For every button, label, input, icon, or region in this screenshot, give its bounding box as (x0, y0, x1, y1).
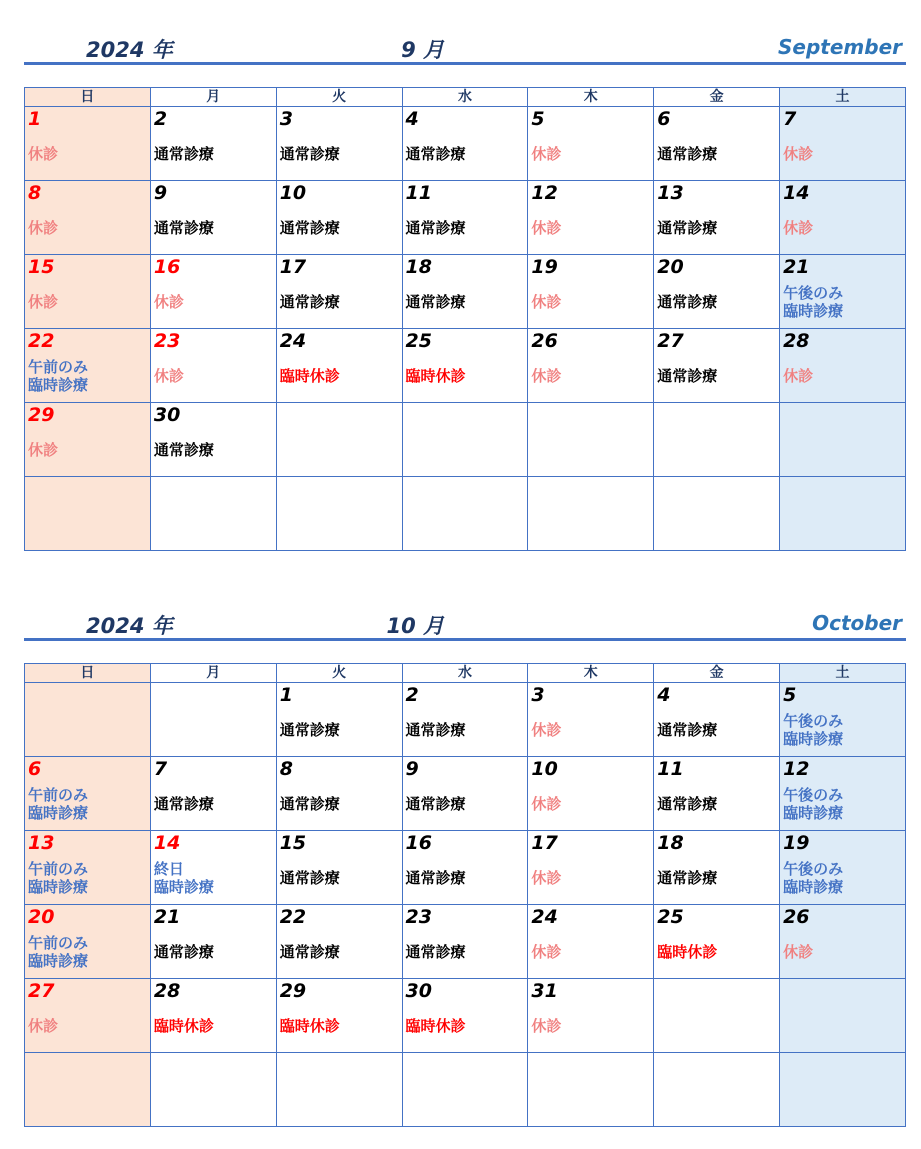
week-row (25, 905, 906, 979)
clinic-status: 休診 (153, 367, 184, 385)
weekday-header: 土 (780, 664, 906, 683)
clinic-status: 臨時休診 (405, 367, 466, 385)
day-number: 23 (405, 906, 432, 928)
day-number: 29 (279, 980, 307, 1002)
day-cell (654, 683, 780, 757)
weekday-header-row (25, 88, 906, 107)
weekday-header: 金 (654, 664, 780, 683)
day-cell (25, 683, 151, 757)
day-cell (150, 255, 276, 329)
day-number: 11 (657, 758, 684, 780)
day-cell (528, 905, 654, 979)
day-cell (402, 831, 528, 905)
clinic-status: 通常診療 (279, 145, 340, 163)
day-number: 27 (657, 330, 684, 352)
month-label: 10 月 (386, 614, 444, 638)
day-number: 18 (657, 832, 684, 854)
clinic-status: 午前のみ 臨時診療 (28, 358, 89, 394)
clinic-status: 通常診療 (153, 795, 214, 813)
clinic-status: 午前のみ 臨時診療 (28, 860, 89, 896)
day-cell (25, 403, 151, 477)
day-cell (25, 477, 151, 551)
day-number: 15 (28, 256, 55, 278)
clinic-status: 休診 (783, 367, 814, 385)
day-cell (276, 181, 402, 255)
day-cell (276, 979, 402, 1053)
clinic-status: 通常診療 (657, 869, 718, 887)
week-row (25, 757, 906, 831)
week-row (25, 107, 906, 181)
clinic-status: 休診 (531, 795, 562, 813)
clinic-status: 休診 (531, 869, 562, 887)
day-number: 21 (153, 906, 181, 928)
day-number: 23 (153, 330, 181, 352)
day-number: 31 (531, 980, 558, 1002)
day-cell (654, 329, 780, 403)
day-number: 18 (405, 256, 432, 278)
clinic-status: 通常診療 (153, 219, 214, 237)
day-cell (780, 979, 906, 1053)
week-row (25, 255, 906, 329)
day-number: 17 (531, 832, 558, 854)
clinic-status: 休診 (28, 219, 59, 237)
weekday-header: 土 (780, 88, 906, 107)
day-cell (780, 831, 906, 905)
day-cell (528, 477, 654, 551)
week-row (25, 329, 906, 403)
month-label: 9 月 (401, 38, 444, 62)
day-number: 2 (153, 108, 168, 130)
day-number: 28 (153, 980, 181, 1002)
clinic-status: 通常診療 (405, 145, 466, 163)
day-cell (654, 403, 780, 477)
day-cell (150, 181, 276, 255)
day-cell (402, 905, 528, 979)
clinic-status: 通常診療 (405, 293, 466, 311)
week-row (25, 477, 906, 551)
day-number: 30 (153, 404, 181, 426)
day-number: 10 (531, 758, 558, 780)
clinic-status: 休診 (531, 145, 562, 163)
day-cell (150, 979, 276, 1053)
day-number: 19 (531, 256, 558, 278)
day-number: 13 (28, 832, 55, 854)
clinic-status: 通常診療 (657, 721, 718, 739)
clinic-status: 通常診療 (279, 795, 340, 813)
weekday-header: 金 (654, 88, 780, 107)
day-cell (528, 831, 654, 905)
day-cell (528, 757, 654, 831)
weekday-header: 水 (402, 664, 528, 683)
day-cell (402, 757, 528, 831)
week-row (25, 683, 906, 757)
day-number: 5 (783, 684, 797, 706)
day-cell (25, 905, 151, 979)
clinic-status: 通常診療 (405, 869, 466, 887)
day-cell (150, 329, 276, 403)
calendar-header (24, 32, 906, 65)
day-number: 24 (531, 906, 558, 928)
day-number: 6 (28, 758, 42, 780)
day-number: 27 (28, 980, 55, 1002)
clinic-status: 通常診療 (405, 721, 466, 739)
day-number: 5 (531, 108, 545, 130)
day-number: 1 (279, 684, 293, 706)
clinic-status: 通常診療 (279, 943, 340, 961)
day-number: 14 (783, 182, 810, 204)
calendar-september (24, 32, 906, 459)
day-cell (276, 477, 402, 551)
day-cell (402, 477, 528, 551)
day-number: 12 (531, 182, 558, 204)
day-cell (276, 1053, 402, 1127)
day-cell (780, 905, 906, 979)
calendar-october (24, 608, 906, 1035)
day-number: 6 (657, 108, 671, 130)
clinic-status: 臨時休診 (279, 1017, 340, 1035)
day-number: 15 (279, 832, 307, 854)
clinic-status: 通常診療 (279, 869, 340, 887)
day-cell (528, 107, 654, 181)
weekday-header: 火 (276, 88, 402, 107)
day-cell (780, 107, 906, 181)
day-number: 21 (783, 256, 810, 278)
day-number: 1 (28, 108, 42, 130)
day-cell (528, 1053, 654, 1127)
week-row (25, 181, 906, 255)
day-cell (780, 403, 906, 477)
day-cell (528, 403, 654, 477)
clinic-status: 通常診療 (657, 293, 718, 311)
day-number: 19 (783, 832, 810, 854)
weekday-header: 木 (528, 664, 654, 683)
day-number: 22 (279, 906, 307, 928)
clinic-status: 終日 臨時診療 (153, 860, 214, 896)
day-cell (150, 403, 276, 477)
day-cell (654, 1053, 780, 1127)
day-cell (654, 831, 780, 905)
day-cell (528, 181, 654, 255)
day-number: 22 (28, 330, 55, 352)
day-cell (276, 683, 402, 757)
day-cell (402, 255, 528, 329)
clinic-status: 臨時休診 (405, 1017, 466, 1035)
day-number: 8 (279, 758, 293, 780)
day-cell (402, 683, 528, 757)
calendar-grid (24, 663, 906, 1127)
clinic-status: 休診 (531, 293, 562, 311)
clinic-status: 休診 (783, 943, 814, 961)
day-number: 20 (657, 256, 684, 278)
day-number: 4 (405, 108, 419, 130)
day-cell (780, 757, 906, 831)
clinic-status: 通常診療 (405, 219, 466, 237)
day-number: 7 (153, 758, 168, 780)
day-cell (25, 979, 151, 1053)
clinic-status: 午後のみ 臨時診療 (783, 786, 844, 822)
day-cell (780, 683, 906, 757)
day-cell (276, 107, 402, 181)
month-english-label: October (812, 611, 902, 635)
month-english-label: September (778, 35, 902, 59)
day-number: 28 (783, 330, 810, 352)
day-cell (25, 757, 151, 831)
clinic-status: 通常診療 (153, 145, 214, 163)
day-number: 3 (531, 684, 545, 706)
weekday-header: 日 (25, 88, 151, 107)
clinic-status: 通常診療 (657, 795, 718, 813)
clinic-status: 午前のみ 臨時診療 (28, 934, 89, 970)
day-cell (528, 255, 654, 329)
day-number: 12 (783, 758, 810, 780)
clinic-status: 休診 (783, 219, 814, 237)
day-number: 4 (657, 684, 671, 706)
calendar-header (24, 608, 906, 641)
day-cell (654, 757, 780, 831)
day-cell (402, 329, 528, 403)
day-cell (276, 905, 402, 979)
clinic-status: 休診 (153, 293, 184, 311)
day-number: 7 (783, 108, 797, 130)
day-number: 20 (28, 906, 55, 928)
day-cell (780, 329, 906, 403)
day-number: 25 (657, 906, 684, 928)
day-number: 26 (783, 906, 810, 928)
clinic-status: 休診 (531, 219, 562, 237)
day-number: 29 (28, 404, 55, 426)
day-cell (780, 477, 906, 551)
day-number: 25 (405, 330, 432, 352)
weekday-header: 日 (25, 664, 151, 683)
day-number: 16 (405, 832, 432, 854)
day-cell (276, 329, 402, 403)
day-cell (150, 757, 276, 831)
clinic-status: 休診 (783, 145, 814, 163)
day-cell (528, 329, 654, 403)
clinic-status: 通常診療 (279, 293, 340, 311)
weekday-header: 木 (528, 88, 654, 107)
clinic-status: 休診 (531, 367, 562, 385)
clinic-status: 休診 (28, 1017, 59, 1035)
clinic-status: 午後のみ 臨時診療 (783, 860, 844, 896)
day-cell (25, 255, 151, 329)
day-cell (25, 831, 151, 905)
day-cell (25, 1053, 151, 1127)
week-row (25, 979, 906, 1053)
day-cell (276, 831, 402, 905)
clinic-status: 通常診療 (153, 943, 214, 961)
clinic-status: 通常診療 (153, 441, 214, 459)
day-cell (150, 1053, 276, 1127)
day-cell (654, 181, 780, 255)
day-cell (150, 905, 276, 979)
day-cell (528, 683, 654, 757)
day-number: 14 (153, 832, 181, 854)
calendar-grid (24, 87, 906, 551)
day-number: 11 (405, 182, 432, 204)
week-row (25, 403, 906, 477)
weekday-header: 水 (402, 88, 528, 107)
day-number: 9 (405, 758, 419, 780)
clinic-status: 休診 (531, 1017, 562, 1035)
day-cell (25, 329, 151, 403)
day-number: 9 (153, 182, 168, 204)
day-cell (276, 403, 402, 477)
weekday-header-row (25, 664, 906, 683)
day-cell (276, 757, 402, 831)
clinic-status: 臨時休診 (153, 1017, 214, 1035)
day-cell (402, 181, 528, 255)
day-cell (780, 1053, 906, 1127)
clinic-status: 休診 (531, 721, 562, 739)
clinic-status: 通常診療 (405, 943, 466, 961)
day-cell (780, 255, 906, 329)
year-label: 2024 年 (86, 38, 173, 62)
day-number: 2 (405, 684, 419, 706)
day-cell (150, 107, 276, 181)
clinic-status: 休診 (28, 145, 59, 163)
day-cell (25, 181, 151, 255)
day-cell (402, 979, 528, 1053)
clinic-status: 通常診療 (405, 795, 466, 813)
clinic-status: 通常診療 (657, 219, 718, 237)
week-row (25, 831, 906, 905)
day-cell (150, 831, 276, 905)
day-cell (402, 403, 528, 477)
day-cell (402, 1053, 528, 1127)
day-cell (528, 979, 654, 1053)
day-cell (150, 477, 276, 551)
day-number: 16 (153, 256, 181, 278)
clinic-status: 通常診療 (279, 721, 340, 739)
clinic-status: 通常診療 (657, 367, 718, 385)
day-number: 26 (531, 330, 558, 352)
clinic-status: 休診 (28, 441, 59, 459)
week-row (25, 1053, 906, 1127)
clinic-status: 臨時休診 (657, 943, 718, 961)
day-number: 24 (279, 330, 307, 352)
day-cell (654, 905, 780, 979)
clinic-status: 午後のみ 臨時診療 (783, 712, 844, 748)
day-number: 30 (405, 980, 432, 1002)
day-cell (150, 683, 276, 757)
weekday-header: 火 (276, 664, 402, 683)
day-number: 13 (657, 182, 684, 204)
day-cell (654, 107, 780, 181)
day-cell (402, 107, 528, 181)
day-number: 10 (279, 182, 307, 204)
clinic-status: 臨時休診 (279, 367, 340, 385)
day-cell (654, 979, 780, 1053)
clinic-status: 休診 (28, 293, 59, 311)
clinic-status: 午後のみ 臨時診療 (783, 284, 844, 320)
year-label: 2024 年 (86, 614, 173, 638)
day-number: 8 (28, 182, 42, 204)
clinic-status: 休診 (531, 943, 562, 961)
weekday-header: 月 (150, 88, 276, 107)
day-cell (780, 181, 906, 255)
day-cell (654, 255, 780, 329)
weekday-header: 月 (150, 664, 276, 683)
day-cell (276, 255, 402, 329)
clinic-status: 午前のみ 臨時診療 (28, 786, 89, 822)
day-number: 3 (279, 108, 293, 130)
day-cell (25, 107, 151, 181)
day-number: 17 (279, 256, 307, 278)
clinic-status: 通常診療 (657, 145, 718, 163)
day-cell (654, 477, 780, 551)
clinic-status: 通常診療 (279, 219, 340, 237)
